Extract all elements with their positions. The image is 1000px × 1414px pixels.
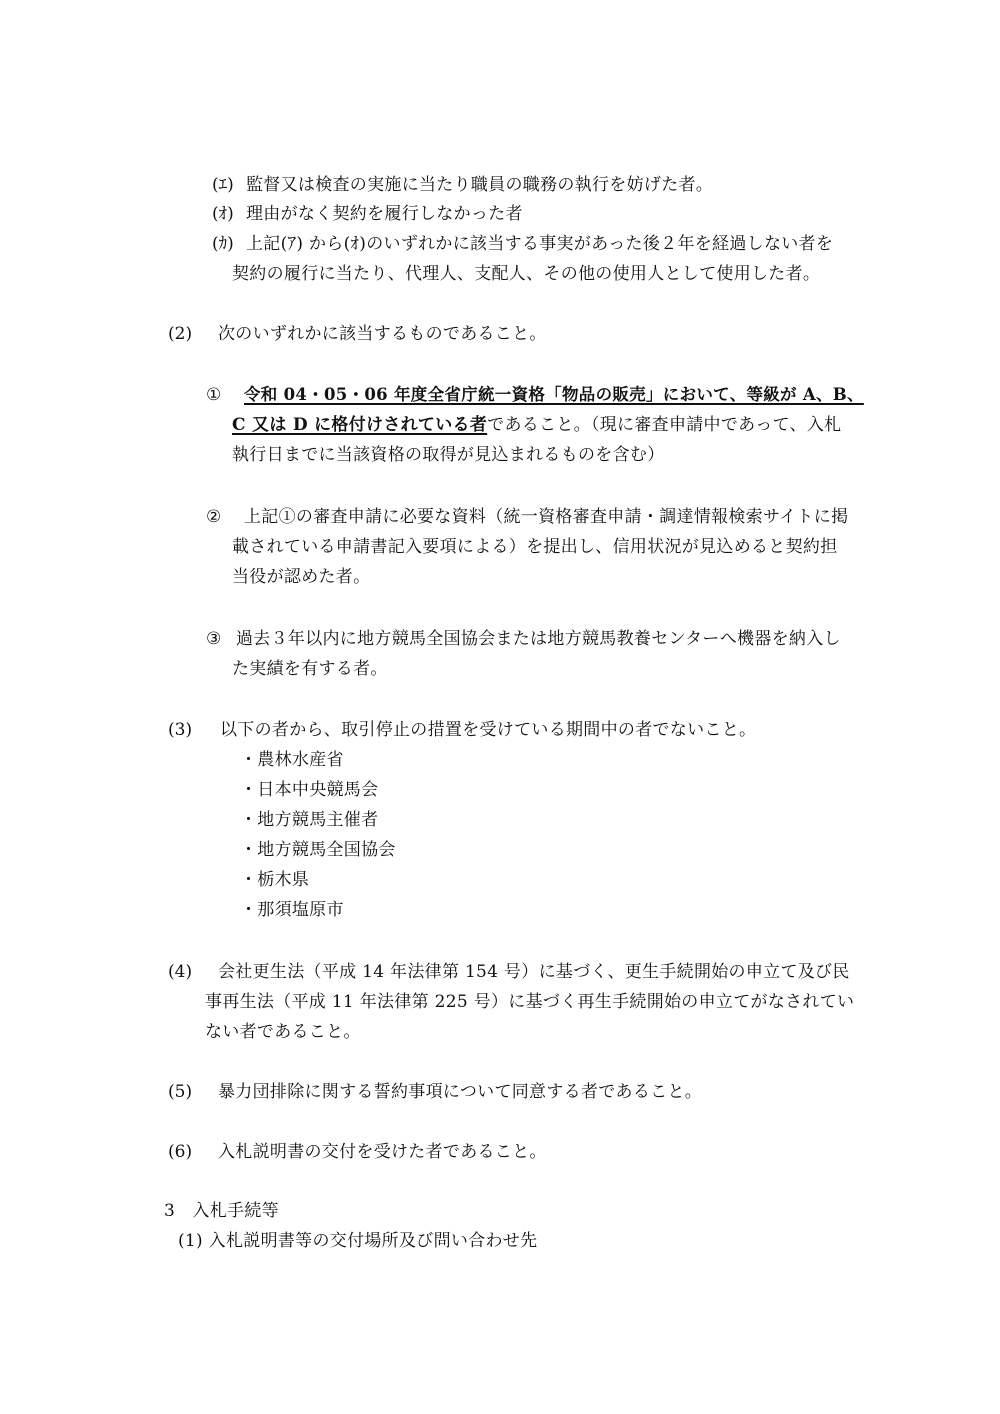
item-2-1-line2-rest: であること。（現に審査申請中であって、入札 <box>487 415 842 435</box>
item-3-list-item: ・地方競馬全国協会 <box>240 840 396 860</box>
item-2-2-line3: 当役が認めた者。 <box>232 567 371 587</box>
item-2-1-underlined-line1: 令和 04・05・06 年度全省庁統一資格「物品の販売」において、等級が A、B、 <box>244 385 864 404</box>
item-2-2-line1: 上記①の審査申請に必要な資料（統一資格審査申請・調達情報検索サイトに掲 <box>244 507 849 527</box>
item-2-3-line1: 過去３年以内に地方競馬全国協会または地方競馬教養センターへ機器を納入し <box>236 629 841 649</box>
item-3-list-item: ・地方競馬主催者 <box>240 810 379 830</box>
item-4-marker: (4) <box>168 962 193 982</box>
item-4-line2: 事再生法（平成 11 年法律第 225 号）に基づく再生手続開始の申立てがなされてい <box>205 992 855 1012</box>
item-3-text: 以下の者から、取引停止の措置を受けている期間中の者でないこと。 <box>220 720 757 740</box>
section-3-sub-1: (1) 入札説明書等の交付場所及び問い合わせ先 <box>178 1231 538 1251</box>
item-3-list-item: ・農林水産省 <box>240 750 344 770</box>
item-2-2-marker: ② <box>206 507 222 527</box>
item-6-text: 入札説明書の交付を受けた者であること。 <box>218 1142 547 1162</box>
item-2-1-underlined-line2: C 又は D に格付けされている者 <box>232 415 488 435</box>
item-3-list-item: ・栃木県 <box>240 870 310 890</box>
sub-item-ka-text-line1: 上記(ｱ) から(ｵ)のいずれかに該当する事実があった後２年を経過しない者を <box>246 234 834 254</box>
item-5-text: 暴力団排除に関する誓約事項について同意する者であること。 <box>218 1082 703 1102</box>
item-2-marker: (2) <box>168 324 193 344</box>
item-2-1-line3: 執行日までに当該資格の取得が見込まれるものを含む） <box>232 445 665 465</box>
item-2-1-marker: ① <box>206 385 222 405</box>
sub-item-e-marker: (ｴ) <box>212 175 234 195</box>
item-2-1-line2 <box>232 414 841 436</box>
sub-item-e-text: 監督又は検査の実施に当たり職員の職務の執行を妨げた者。 <box>246 175 714 195</box>
item-6-marker: (6) <box>168 1142 193 1162</box>
item-4-line3: ない者であること。 <box>205 1022 361 1042</box>
section-3-heading: 3 入札手続等 <box>164 1201 279 1221</box>
item-3-marker: (3) <box>168 720 193 740</box>
item-2-2-line2: 載されている申請書記入要項による）を提出し、信用状況が見込めると契約担 <box>232 537 838 557</box>
sub-item-ka-text-line2: 契約の履行に当たり、代理人、支配人、その他の使用人として使用した者。 <box>232 264 821 284</box>
item-2-3-line2: た実績を有する者。 <box>232 659 388 679</box>
item-3-list-item: ・日本中央競馬会 <box>240 780 379 800</box>
item-2-text: 次のいずれかに該当するものであること。 <box>218 324 547 344</box>
item-2-3-marker: ③ <box>206 629 222 649</box>
item-4-line1: 会社更生法（平成 14 年法律第 154 号）に基づく、更生手続開始の申立て及び民 <box>218 962 850 982</box>
sub-item-o-text: 理由がなく契約を履行しなかった者 <box>246 204 523 224</box>
item-3-list-item: ・那須塩原市 <box>240 900 344 920</box>
sub-item-o-marker: (ｵ) <box>212 204 234 224</box>
item-5-marker: (5) <box>168 1082 193 1102</box>
sub-item-ka-marker: (ｶ) <box>212 234 234 254</box>
